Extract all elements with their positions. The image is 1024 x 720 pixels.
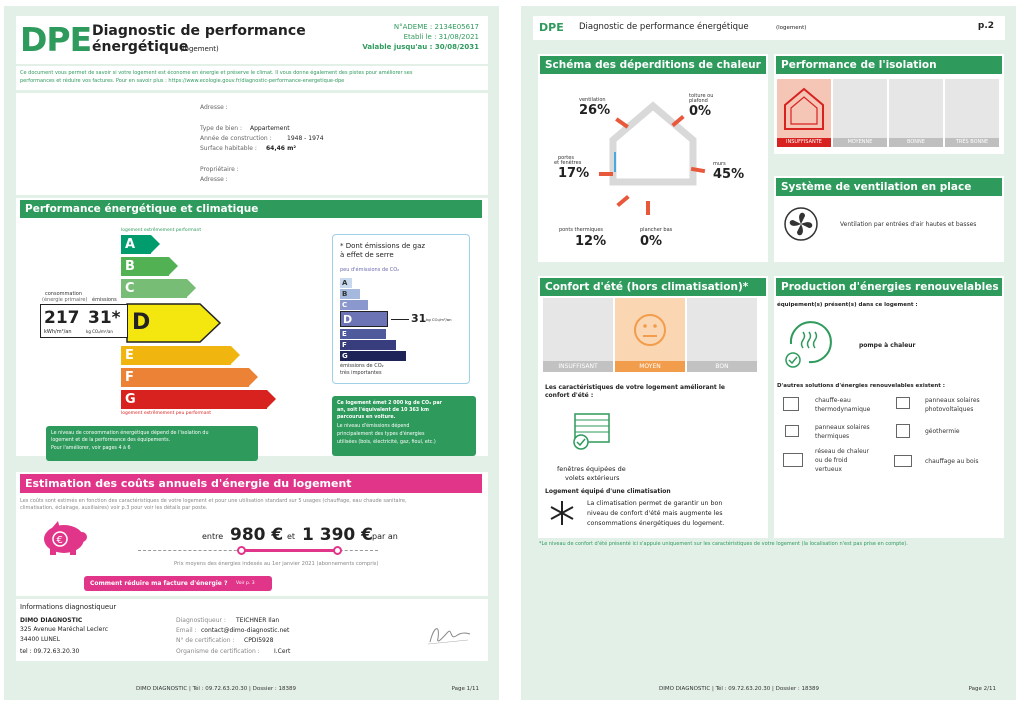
solution-5b: ou de froid	[815, 457, 848, 464]
heat-pump-icon	[783, 314, 835, 370]
ges-title-line2: à effet de serre	[340, 251, 394, 259]
cost-title: Estimation des coûts annuels d'énergie du logement	[20, 474, 482, 493]
ventilation-title: Système de ventilation en place	[776, 178, 1002, 196]
ges-class-c: C	[340, 300, 368, 310]
cost-low-marker	[237, 546, 246, 555]
reduce-bill-label: Comment réduire ma facture d'énergie ?	[90, 580, 228, 587]
dpe-page-2	[521, 6, 1016, 700]
type-label: Type de bien :	[200, 125, 242, 132]
equipment-label: équipement(s) présent(s) dans ce logement :	[777, 302, 918, 308]
insulation-moyenne	[833, 79, 887, 147]
piggy-bank-svg	[38, 519, 90, 557]
insulation-bonne	[889, 79, 943, 147]
insulation-level-1: MOYENNE	[833, 138, 887, 147]
cost-entre: entre	[202, 532, 224, 541]
dpe-logo: DPE	[20, 20, 92, 59]
class-f-bar: F	[121, 368, 249, 387]
snowflake-icon	[549, 500, 575, 526]
price-note: Prix moyens des énergies indexés au 1er janvier 2021 (abonnements compris)	[174, 561, 379, 567]
toiture-label1: toiture ou	[689, 93, 714, 99]
solution-6: chauffage au bois	[925, 458, 979, 465]
portes-pct: 17%	[558, 166, 590, 181]
signature-image	[424, 618, 474, 650]
portes-label2: et fenêtres	[554, 160, 582, 166]
solution-5c: vertueux	[815, 466, 842, 473]
class-a-bar: A	[121, 235, 151, 254]
ventilation-label: ventilation	[579, 97, 606, 103]
comfort-bon	[687, 298, 757, 372]
cost-low: 980 €	[230, 525, 284, 545]
note-right-line3: parcourus en voiture.	[337, 415, 396, 420]
diag-label: Diagnostiqueur :	[176, 617, 226, 624]
conso-value: 217	[44, 308, 80, 328]
plancher-pct: 0%	[640, 234, 663, 249]
murs-label: murs	[713, 161, 726, 167]
conso-label: consommation	[45, 291, 83, 297]
company-address1: 325 Avenue Maréchal Leclerc	[20, 626, 109, 633]
heat-network-icon	[783, 453, 803, 467]
year-label: Année de construction :	[200, 135, 272, 142]
solution-3b: thermiques	[815, 433, 850, 440]
p2-header-sub: (logement)	[776, 25, 807, 31]
ges-value: 31	[411, 312, 427, 325]
arrow-portes	[599, 172, 613, 176]
insulation-title: Performance de l'isolation	[776, 56, 1002, 74]
p2-header-title: Diagnostic de performance énergétique	[579, 22, 749, 32]
intro-line1: Ce document vous permet de savoir si votre logement est économe en énergie et préserve le climat. Il vous donne également des pistes pour améliorer ses	[20, 70, 413, 76]
ges-bottom-line1: émissions de CO₂	[340, 363, 384, 369]
top-label: logement extrêmement performant	[121, 228, 202, 233]
solution-3a: panneaux solaires	[815, 424, 870, 431]
info-title: Informations diagnostiqueur	[20, 603, 117, 611]
ponts-pct: 12%	[575, 234, 607, 249]
class-g-bar: G	[121, 390, 267, 409]
ges-unit: kg CO₂/m²/an	[426, 317, 452, 322]
svg-text:€: €	[56, 535, 63, 546]
page2-footer	[521, 680, 1016, 700]
year-value: 1948 - 1974	[287, 135, 324, 142]
solution-1a: chauffe-eau	[815, 397, 851, 404]
comfort-carac-line1: Les caractéristiques de votre logement améliorant le	[545, 384, 725, 391]
class-d-active	[126, 303, 222, 343]
ges-class-b: B	[340, 289, 360, 299]
class-c-bar: C	[121, 279, 187, 298]
company-address2: 34400 LUNEL	[20, 636, 61, 643]
class-b-bar: B	[121, 257, 169, 276]
cost-range-bar	[242, 549, 336, 552]
org-label: Organisme de certification :	[176, 648, 260, 655]
plancher-label: plancher bas	[640, 227, 673, 233]
p2-page-no: p.2	[977, 21, 994, 31]
summer-comfort-title: Confort d'été (hors climatisation)*	[540, 278, 766, 296]
page1-number: Page 1/11	[451, 686, 479, 692]
reduce-bill-page: Voir p. 3	[236, 581, 255, 586]
title-line2: énergétique	[92, 39, 189, 55]
clim-text-line3: consommations énergétiques du logement.	[587, 520, 725, 527]
note-left-line2: logement et de la performance des équipements.	[51, 438, 171, 443]
diag-value: TEICHNER Ilan	[236, 617, 280, 624]
ges-class-g: G	[340, 351, 406, 361]
page1-footer-text: DIMO DIAGNOSTIC | Tél : 09.72.63.20.30 | Dossier : 18389	[136, 686, 296, 692]
note-right-line6: utilisées (bois, électricité, gaz, fioul, etc.)	[337, 440, 436, 445]
insulation-level-0: INSUFFISANTE	[777, 138, 831, 147]
ventilation-text: Ventilation par entrées d'air hautes et basses	[840, 221, 977, 228]
cost-high: 1 390 €	[302, 525, 373, 545]
class-e-bar: E	[121, 346, 231, 365]
water-heater-icon	[783, 397, 799, 411]
p2-dpe-logo: DPE	[539, 21, 564, 34]
solar-pv-icon	[896, 397, 910, 409]
note-left-line1: Le niveau de consommation énergétique dépend de l'isolation du	[51, 431, 209, 436]
clim-text-line1: La climatisation permet de garantir un bon	[587, 500, 723, 507]
note-right-line5: principalement des types d'énergies	[337, 432, 425, 437]
type-value: Appartement	[250, 125, 290, 132]
house-insulation-icon	[777, 79, 831, 137]
solution-1b: thermodynamique	[815, 406, 871, 413]
cost-par-an: par an	[372, 532, 398, 541]
cost-et: et	[287, 532, 296, 541]
address-label: Adresse :	[200, 104, 228, 111]
owner-label: Propriétaire :	[200, 166, 239, 173]
page2-footer-text: DIMO DIAGNOSTIC | Tél : 09.72.63.20.30 | Dossier : 18389	[659, 686, 819, 692]
emissions-unit: kg CO₂/m²/an	[86, 329, 113, 334]
comfort-footnote: *Le niveau de confort d'été présenté ici s'appuie uniquement sur les caractéristiques de votre logement (la localisation n'est pas prise en compte).	[539, 541, 908, 547]
company-name: DIMO DIAGNOSTIC	[20, 617, 83, 624]
insulation-tres-bonne	[945, 79, 999, 147]
shutters-svg	[569, 410, 615, 450]
ponts-label: ponts thermiques	[559, 227, 604, 233]
valable-date: Valable jusqu'au : 30/08/2031	[362, 43, 479, 51]
emissions-value: 31*	[88, 308, 121, 328]
comfort-level-2: BON	[687, 361, 757, 372]
house-diagram	[603, 92, 703, 192]
note-right-line4: Le niveau d'émissions dépend	[337, 424, 410, 429]
emissions-label: émissions	[92, 297, 117, 303]
page1-footer	[4, 680, 499, 700]
insulation-level-2: BONNE	[889, 138, 943, 147]
ventilation-pct: 26%	[579, 103, 611, 118]
comfort-moyen	[615, 298, 685, 372]
ges-bottom-line2: très importantes	[340, 370, 382, 376]
solar-thermal-icon	[785, 425, 799, 437]
ademe-number: N°ADEME : 2134E05617	[393, 23, 479, 31]
comfort-level-0: INSUFFISANT	[543, 361, 613, 372]
ges-pointer-line	[391, 319, 409, 320]
murs-pct: 45%	[713, 167, 745, 182]
renewables-title: Production d'énergies renouvelables	[776, 278, 1002, 296]
ges-class-e: E	[340, 329, 386, 339]
insulation-level-3: TRÈS BONNE	[945, 138, 999, 147]
intro-line2: performances et réduire vos factures. Pour en savoir plus : https://www.ecologie.gouv.fr/diagnostic-performance-energetique-dpe	[20, 78, 345, 84]
solution-2b: photovoltaïques	[925, 406, 974, 413]
email-value[interactable]: contact@dimo-diagnostic.net	[201, 627, 290, 634]
solution-4: géothermie	[925, 428, 960, 435]
toiture-pct: 0%	[689, 104, 712, 119]
solution-2a: panneaux solaires	[925, 397, 980, 404]
surface-label: Surface habitable :	[200, 145, 257, 152]
dpe-page-1	[4, 6, 499, 700]
other-solutions-label: D'autres solutions d'énergies renouvelables existent :	[777, 383, 945, 389]
owner-address-label: Adresse :	[200, 176, 228, 183]
ges-class-f: F	[340, 340, 396, 350]
neutral-face-icon	[615, 298, 685, 358]
performance-title: Performance énergétique et climatique	[20, 200, 482, 218]
fan-svg	[783, 206, 819, 242]
geothermal-icon	[896, 424, 910, 438]
heat-loss-title: Schéma des déperditions de chaleur	[540, 56, 766, 74]
comfort-carac-line2: confort d'été :	[545, 392, 594, 399]
title-sub: (logement)	[180, 45, 219, 53]
note-left-line3: Pour l'améliorer, voir pages 4 à 6	[51, 446, 131, 451]
cert-value: CPDI5928	[244, 637, 274, 644]
ges-class-a: A	[340, 278, 352, 288]
comfort-level-1: MOYEN	[615, 361, 685, 372]
toiture-label2: plafond	[689, 98, 708, 104]
email-label: Email :	[176, 627, 197, 634]
shutters-label-line1: fenêtres équipées de	[557, 465, 626, 473]
piggy-bank-icon	[38, 519, 90, 557]
arrow-plancher	[646, 201, 650, 215]
org-value: I.Cert	[274, 648, 291, 655]
insulation-insuffisante	[777, 79, 831, 147]
note-right-line2: an, soit l'équivalent de 10 363 km	[337, 408, 429, 413]
ges-peu-label: peu d'émissions de CO₂	[340, 267, 400, 273]
shutters-icon	[569, 410, 615, 450]
property-box	[16, 93, 488, 195]
active-class-letter: D	[132, 310, 151, 335]
signature-svg	[424, 618, 474, 650]
wood-heating-icon	[894, 455, 912, 467]
company-tel: tel : 09.72.63.20.30	[20, 648, 80, 655]
etabli-date: Etabli le : 31/08/2021	[403, 33, 479, 41]
shutters-label-line2: volets extérieurs	[565, 474, 620, 482]
cost-text-line1: Les coûts sont estimés en fonction des caractéristiques de votre logement et pour une utilisation standard sur 5 usages (chauffage, eau chaude sanitaire,	[20, 498, 407, 504]
portes-label1: portes	[558, 155, 574, 161]
ges-class-d-active: D	[340, 311, 388, 327]
conso-sub-label: (énergie primaire)	[42, 297, 88, 303]
bottom-label: logement extrêmement peu performant	[121, 411, 212, 416]
house-outline-svg	[603, 92, 703, 192]
solution-5a: réseau de chaleur	[815, 448, 870, 455]
clim-title: Logement équipé d'une climatisation	[545, 488, 671, 495]
note-right-line1: Ce logement émet 2 000 kg de CO₂ par	[337, 401, 442, 406]
clim-text-line2: niveau de confort d'été mais augmente les	[587, 510, 723, 517]
surface-value: 64,46 m²	[266, 145, 296, 152]
title-line1: Diagnostic de performance	[92, 23, 306, 39]
fan-icon	[783, 206, 819, 242]
conso-unit: kWh/m²/an	[44, 329, 72, 335]
heat-pump-label: pompe à chaleur	[859, 342, 916, 349]
page2-number: Page 2/11	[968, 686, 996, 692]
cert-label: N° de certification :	[176, 637, 235, 644]
heat-pump-svg	[783, 314, 835, 370]
cost-high-marker	[333, 546, 342, 555]
snowflake-svg	[549, 500, 575, 526]
cost-text-line2: climatisation, éclairage, auxiliaires) voir p.3 pour voir les détails par poste.	[20, 505, 208, 511]
comfort-insuffisant	[543, 298, 613, 372]
ges-title-line1: * Dont émissions de gaz	[340, 242, 426, 250]
